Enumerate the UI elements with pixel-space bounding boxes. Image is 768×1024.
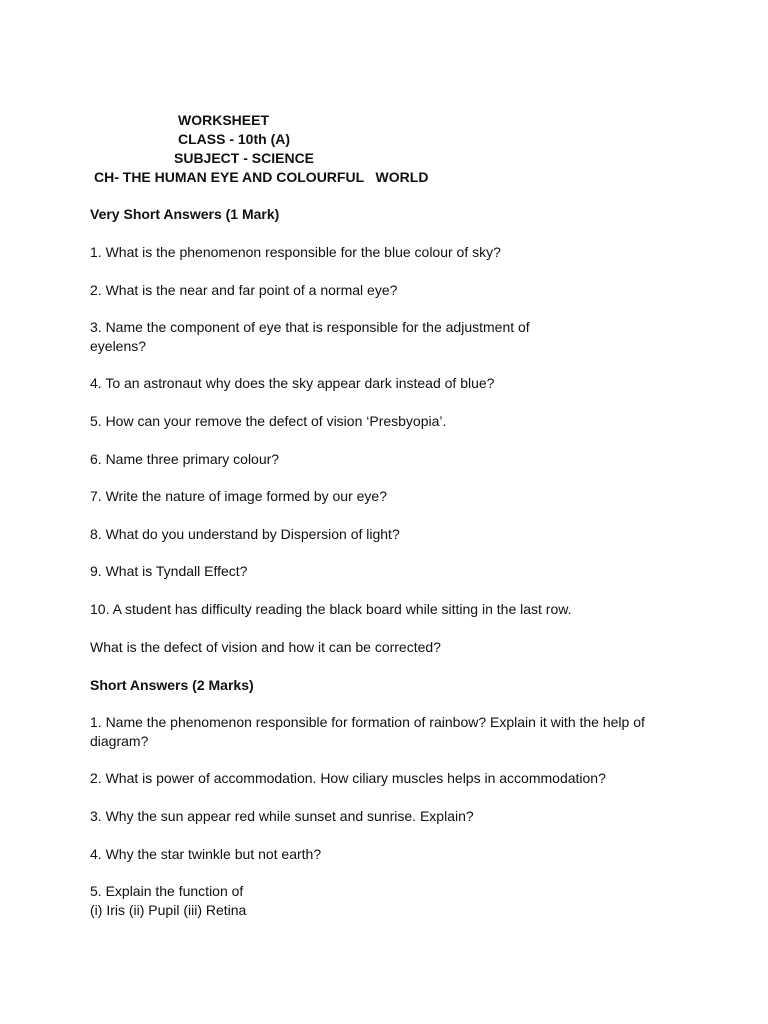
- question-vs-3-line1: 3. Name the component of eye that is responsible for the adjustment of: [90, 319, 530, 335]
- question-vs-4: 4. To an astronaut why does the sky appear dark instead of blue?: [90, 375, 495, 391]
- question-vs-9: 9. What is Tyndall Effect?: [90, 563, 248, 579]
- question-s-4: 4. Why the star twinkle but not earth?: [90, 846, 322, 862]
- question-vs-6: 6. Name three primary colour?: [90, 451, 280, 467]
- question-vs-5: 5. How can your remove the defect of vision ‘Presbyopia’.: [90, 413, 447, 429]
- worksheet-title: WORKSHEET: [178, 112, 269, 128]
- question-s-2: 2. What is power of accommodation. How ciliary muscles helps in accommodation?: [90, 770, 606, 786]
- question-vs-8: 8. What do you understand by Dispersion of light?: [90, 526, 400, 542]
- question-vs-10-line2: What is the defect of vision and how it can be corrected?: [90, 639, 441, 655]
- section-heading-very-short: Very Short Answers (1 Mark): [90, 206, 280, 222]
- question-vs-2: 2. What is the near and far point of a normal eye?: [90, 282, 398, 298]
- section-heading-short: Short Answers (2 Marks): [90, 677, 254, 693]
- question-s-1-line2: diagram?: [90, 733, 149, 749]
- question-s-3: 3. Why the sun appear red while sunset and sunrise. Explain?: [90, 808, 474, 824]
- question-vs-1: 1. What is the phenomenon responsible for the blue colour of sky?: [90, 244, 501, 260]
- question-vs-7: 7. Write the nature of image formed by our eye?: [90, 488, 388, 504]
- question-s-1-line1: 1. Name the phenomenon responsible for formation of rainbow? Explain it with the help of: [90, 714, 645, 730]
- question-vs-3-line2: eyelens?: [90, 338, 147, 354]
- question-s-5-line2: (i) Iris (ii) Pupil (iii) Retina: [90, 902, 247, 918]
- subject-label: SUBJECT - SCIENCE: [174, 150, 315, 166]
- class-label: CLASS - 10th (A): [178, 131, 290, 147]
- chapter-title: CH- THE HUMAN EYE AND COLOURFUL WORLD: [94, 169, 429, 185]
- question-s-5-line1: 5. Explain the function of: [90, 883, 244, 899]
- question-vs-10-line1: 10. A student has difficulty reading the black board while sitting in the last row.: [90, 601, 572, 617]
